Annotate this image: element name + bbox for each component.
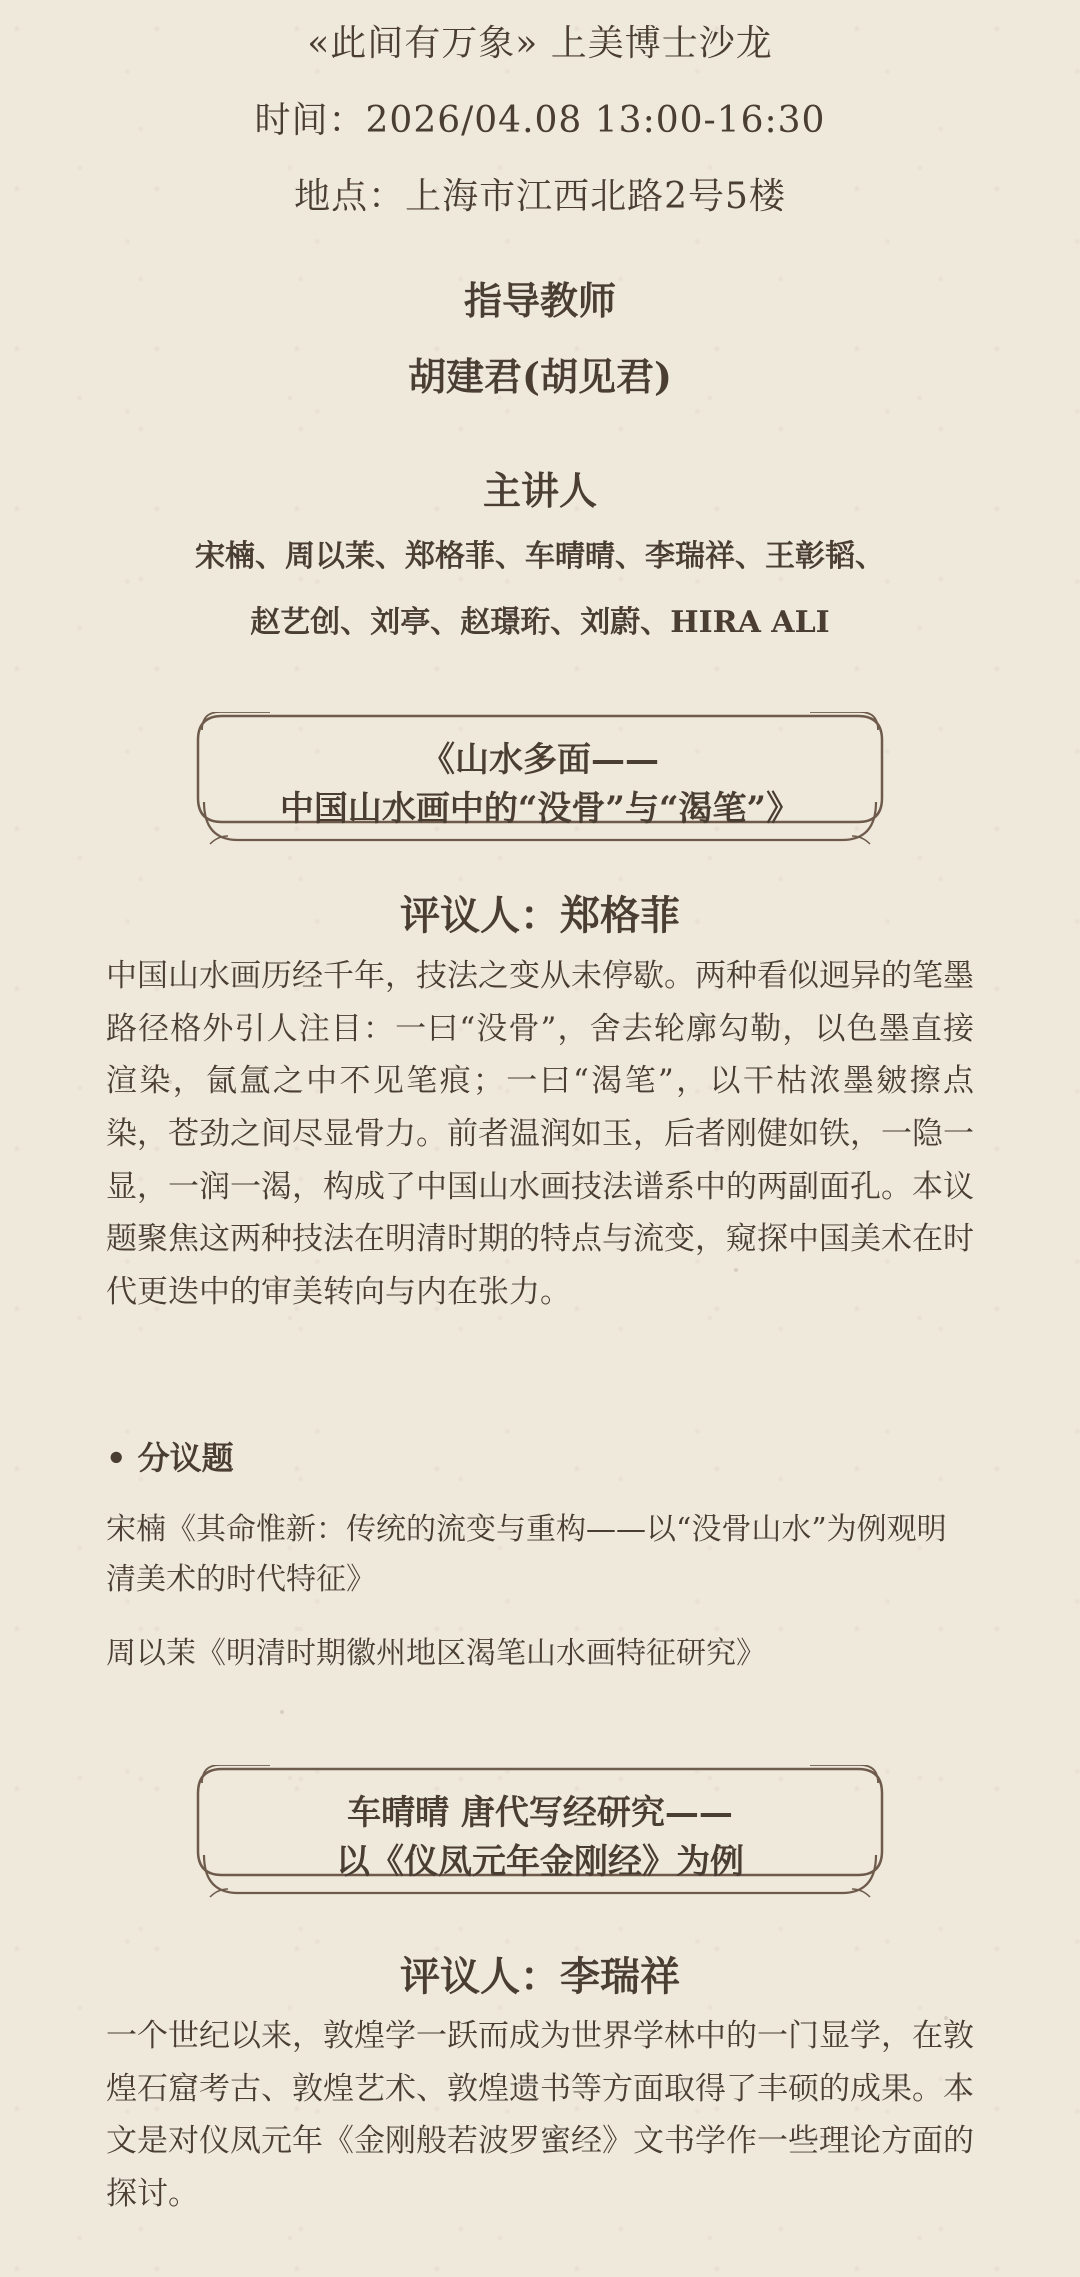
- topic-2-description: 一个世纪以来，敦煌学一跃而成为世界学林中的一门显学，在敦煌石窟考古、敦煌艺术、敦煌遗书等方面取得了丰硕的成果。本文是对仪凤元年《金刚般若波罗蜜经》文书学作一些理论方面的探讨。: [106, 2018, 974, 2213]
- topic-1-title: [214, 736, 866, 835]
- topic-1-sub-item-2: 周以茉《明清时期徽州地区渴笔山水画特征研究》: [106, 1636, 766, 1671]
- topic-1-sub-heading: • 分议题: [106, 1439, 234, 1477]
- paper-speck: [280, 1710, 284, 1714]
- event-location: 地点：上海市江西北路2号5楼: [294, 176, 786, 217]
- speakers-list-line-2: 赵艺创、刘亭、赵璟珩、刘蔚、HIRA ALI: [250, 605, 830, 640]
- advisor-label: 指导教师: [463, 278, 616, 323]
- topic-1-title-line-1: 《山水多面——: [421, 740, 659, 780]
- advisor-name: 胡建君(胡见君): [408, 354, 672, 399]
- paper-speck: [734, 1268, 738, 1272]
- speakers-list-line-1: 宋楠、周以茉、郑格菲、车晴晴、李瑞祥、王彰韬、: [195, 539, 885, 574]
- topic-1-reviewer: 评议人：郑格菲: [400, 892, 680, 939]
- topic-2-reviewer: 评议人：李瑞祥: [400, 1953, 680, 2000]
- speakers-label: 主讲人: [482, 468, 597, 513]
- topic-2-title-line-2: 以《仪凤元年金刚经》为例: [336, 1842, 744, 1883]
- paper-speck: [168, 1080, 172, 1084]
- topic-2-title-line-1: 车晴晴 唐代写经研究——: [347, 1793, 733, 1833]
- topic-1-title-frame: [192, 712, 888, 852]
- event-time: 时间：2026/04.08 13:00-16:30: [254, 100, 826, 141]
- event-title: «此间有万象» 上美博士沙龙: [307, 23, 773, 64]
- topic-2-title-frame: [192, 1765, 888, 1905]
- topic-1-description: 中国山水画历经千年，技法之变从未停歇。两种看似迥异的笔墨路径格外引人注目：一曰“没骨”，舍去轮廓勾勒，以色墨直接渲染，氤氲之中不见笔痕；一曰“渴笔”，以干枯浓墨皴擦点染，苍劲之间尽显骨力。前者温润如玉，后者刚健如铁，一隐一显，一润一渴，构成了中国山水画技法谱系中的两副面孔。本议题聚焦这两种技法在明清时期的特点与流变，窥探中国美术在时代更迭中的审美转向与内在张力。: [106, 958, 974, 1311]
- topic-1-title-line-2: 中国山水画中的“没骨”与“渴笔”》: [279, 789, 801, 830]
- topic-2-title: [214, 1789, 866, 1888]
- paper-speck: [944, 2016, 948, 2020]
- topic-1-sub-item-1: 宋楠《其命惟新：传统的流变与重构——以“没骨山水”为例观明清美术的时代特征》: [106, 1512, 947, 1597]
